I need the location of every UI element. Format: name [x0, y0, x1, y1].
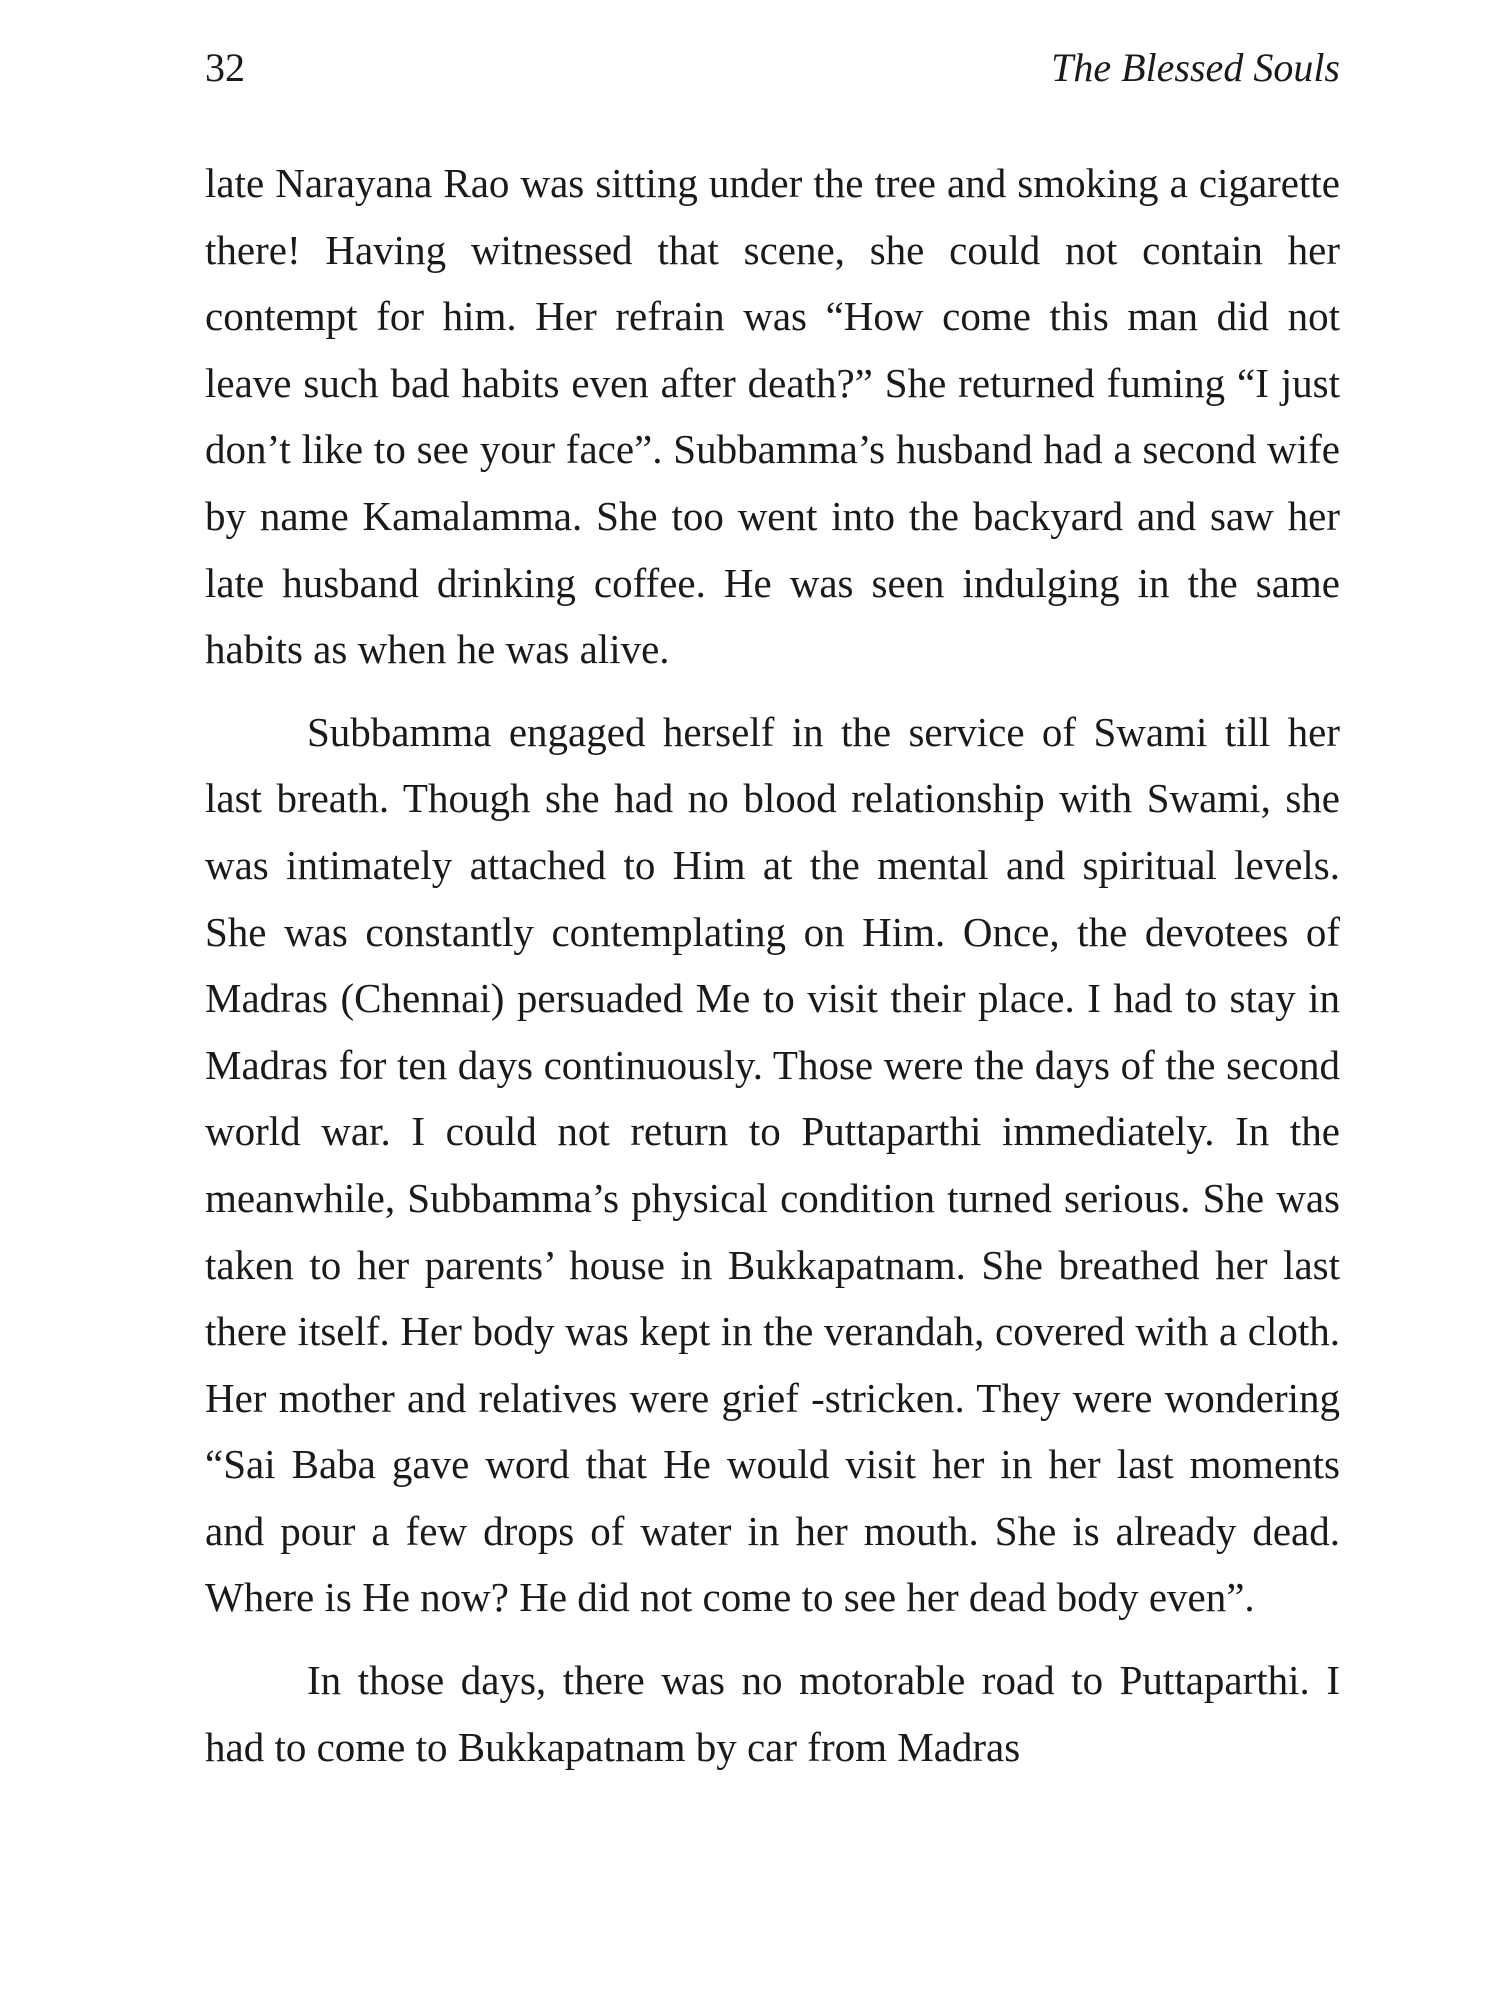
book-title: The Blessed Souls: [1051, 45, 1340, 90]
running-header: [205, 44, 1340, 94]
page-number: 32: [205, 45, 245, 90]
paragraph-1: late Narayana Rao was sitting under the tree and smoking a cigarette there! Having witnessed that scene, she could not contain her contempt for him. Her refrain was “How come this man did not leave such bad habits even after death?” She returned fuming “I just don’t like to see your face”. Subbamma’s husband had a second wife by name Kamalamma. She too went into the backyard and saw her late husband drinking coffee. He was seen indulging in the same habits as when he was alive.: [205, 160, 1340, 673]
paragraph-3: In those days, there was no motorable road to Puttaparthi. I had to come to Bukkapatnam by car from Madras: [205, 1657, 1340, 1770]
paragraph-2: Subbamma engaged herself in the service of Swami till her last breath. Though she had no blood relationship with Swami, she was intimately attached to Him at the mental and spiritual levels. She was constantly contemplating on Him. Once, the devotees of Madras (Chennai) persuaded Me to visit their place. I had to stay in Madras for ten days continuously. Those were the days of the second world war. I could not return to Puttaparthi immediately. In the meanwhile, Subbamma’s physical condition turned serious. She was taken to her parents’ house in Bukkapatnam. She breathed her last there itself. Her body was kept in the verandah, covered with a cloth. Her mother and relatives were grief -stricken. They were wondering “Sai Baba gave word that He would visit her in her last moments and pour a few drops of water in her mouth. She is already dead. Where is He now? He did not come to see her dead body even”.: [205, 708, 1340, 1621]
body-text: [205, 150, 1340, 1780]
